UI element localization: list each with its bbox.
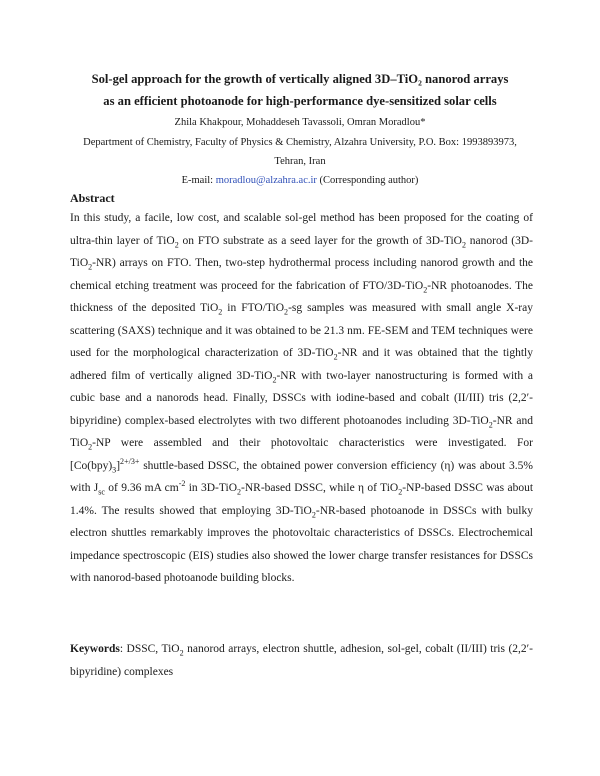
- abstract-text: on FTO substrate as a seed layer for the growth of 3D-TiO: [178, 234, 462, 247]
- abstract-text: of 9.36 mA cm: [104, 482, 179, 494]
- subscript: 2: [461, 239, 466, 249]
- abstract-text: -NR photoanodes. The thickness of the deposited TiO: [70, 279, 533, 314]
- subscript: 2: [88, 442, 93, 452]
- subscript: 2: [218, 307, 223, 317]
- abstract-text: shuttle-based DSSC, the obtained power conversion efficiency (η) was about 3.5% with J: [70, 459, 533, 494]
- subscript: 2: [284, 307, 289, 317]
- superscript: 2+/3+: [120, 456, 140, 466]
- keywords: [70, 638, 533, 683]
- abstract-text: -NR-based DSSC, while η of TiO: [241, 482, 399, 494]
- email-link[interactable]: moradlou@alzahra.ac.ir: [215, 175, 317, 186]
- abstract-text: -NP-based DSSC was about 1.4%. The results showed that employing 3D-TiO: [70, 482, 534, 517]
- email-note: (Corresponding author): [316, 175, 419, 186]
- superscript: -2: [178, 479, 186, 489]
- email-line: [40, 175, 560, 186]
- keywords-text: nanorod arrays, electron shuttle, adhesion, sol-gel, cobalt (II/III) tris (2,2′-bipyridine) complexes: [70, 643, 534, 678]
- subscript: 2: [311, 509, 316, 519]
- subscript: 3: [112, 464, 117, 474]
- subscript: 2: [488, 419, 493, 429]
- subscript: 2: [333, 352, 338, 362]
- abstract-text: -sg samples was measured with small angle X-ray scattering (SAXS) technique and it was obtained to be 21.3 nm. FE-SEM and TEM techniques were used for the morphological characterization of 3D-TiO: [70, 302, 533, 359]
- abstract-text: nanorod (3D-TiO: [70, 234, 534, 269]
- abstract-text: -NR and TiO: [70, 414, 533, 449]
- subscript: 2: [272, 374, 277, 384]
- subscript: 2: [398, 487, 403, 497]
- affiliation-line-2: Tehran, Iran: [274, 156, 326, 167]
- subscript: 2: [237, 487, 242, 497]
- keywords-text: : DSSC, TiO: [119, 643, 180, 655]
- email-label: E-mail:: [181, 175, 216, 186]
- title-line-1: Sol-gel approach for the growth of vertically aligned 3D–TiO₂ nanorod arrays: [91, 72, 509, 86]
- abstract-body: [70, 207, 533, 590]
- keywords-label: Keywords: [70, 643, 120, 655]
- abstract-text: ]: [116, 459, 121, 472]
- abstract-text: -NR and it was obtained that the tightly adhered film of vertically aligned 3D-TiO: [70, 347, 533, 382]
- subscript: 2: [423, 284, 428, 294]
- affiliation-line-1: Department of Chemistry, Faculty of Physics & Chemistry, Alzahra University, P.O. Box: 1993893973,: [83, 137, 517, 148]
- subscript: sc: [98, 487, 105, 497]
- paper-title: [40, 68, 560, 112]
- abstract-text: in 3D-TiO: [185, 482, 238, 494]
- abstract-text: In this study, a facile, low cost, and scalable sol-gel method has been proposed for the coating of ultra-thin layer of TiO: [70, 212, 533, 247]
- abstract-heading: Abstract: [70, 191, 115, 205]
- abstract-text: in FTO/TiO: [222, 302, 285, 314]
- subscript: 2: [179, 648, 184, 658]
- abstract-text: -NR) arrays on FTO. Then, two-step hydrothermal process including nanorod growth and the chemical etching treatment was proceed for the fabrication of FTO/3D-TiO: [70, 257, 533, 292]
- authors: Zhila Khakpour, Mohaddeseh Tavassoli, Omran Moradlou*: [174, 117, 426, 128]
- abstract-text: -NR-based photoanode in DSSCs with bulky electron shuttles remarkably improves the photovoltaic characteristics of DSSCs. Electrochemical impedance spectroscopic (EIS) studies also showed the lower charge transfer resistances for DSSCs with nanorod-based photoanode building blocks.: [70, 504, 533, 584]
- abstract-text: -NP were assembled and their photovoltaic characteristics were investigated. For [Co(bpy): [70, 437, 533, 472]
- title-line-2: as an efficient photoanode for high-performance dye-sensitized solar cells: [103, 94, 497, 108]
- abstract-text: -NR with two-layer nanostructuring is formed with a cubic base and a nanorods head. Finally, DSSCs with iodine-based and cobalt (II/III) tris (2,2′-bipyridine) complex-based electrolytes with two different photoanodes including 3D-TiO: [70, 369, 534, 427]
- subscript: 2: [88, 262, 93, 272]
- subscript: 2: [174, 239, 179, 249]
